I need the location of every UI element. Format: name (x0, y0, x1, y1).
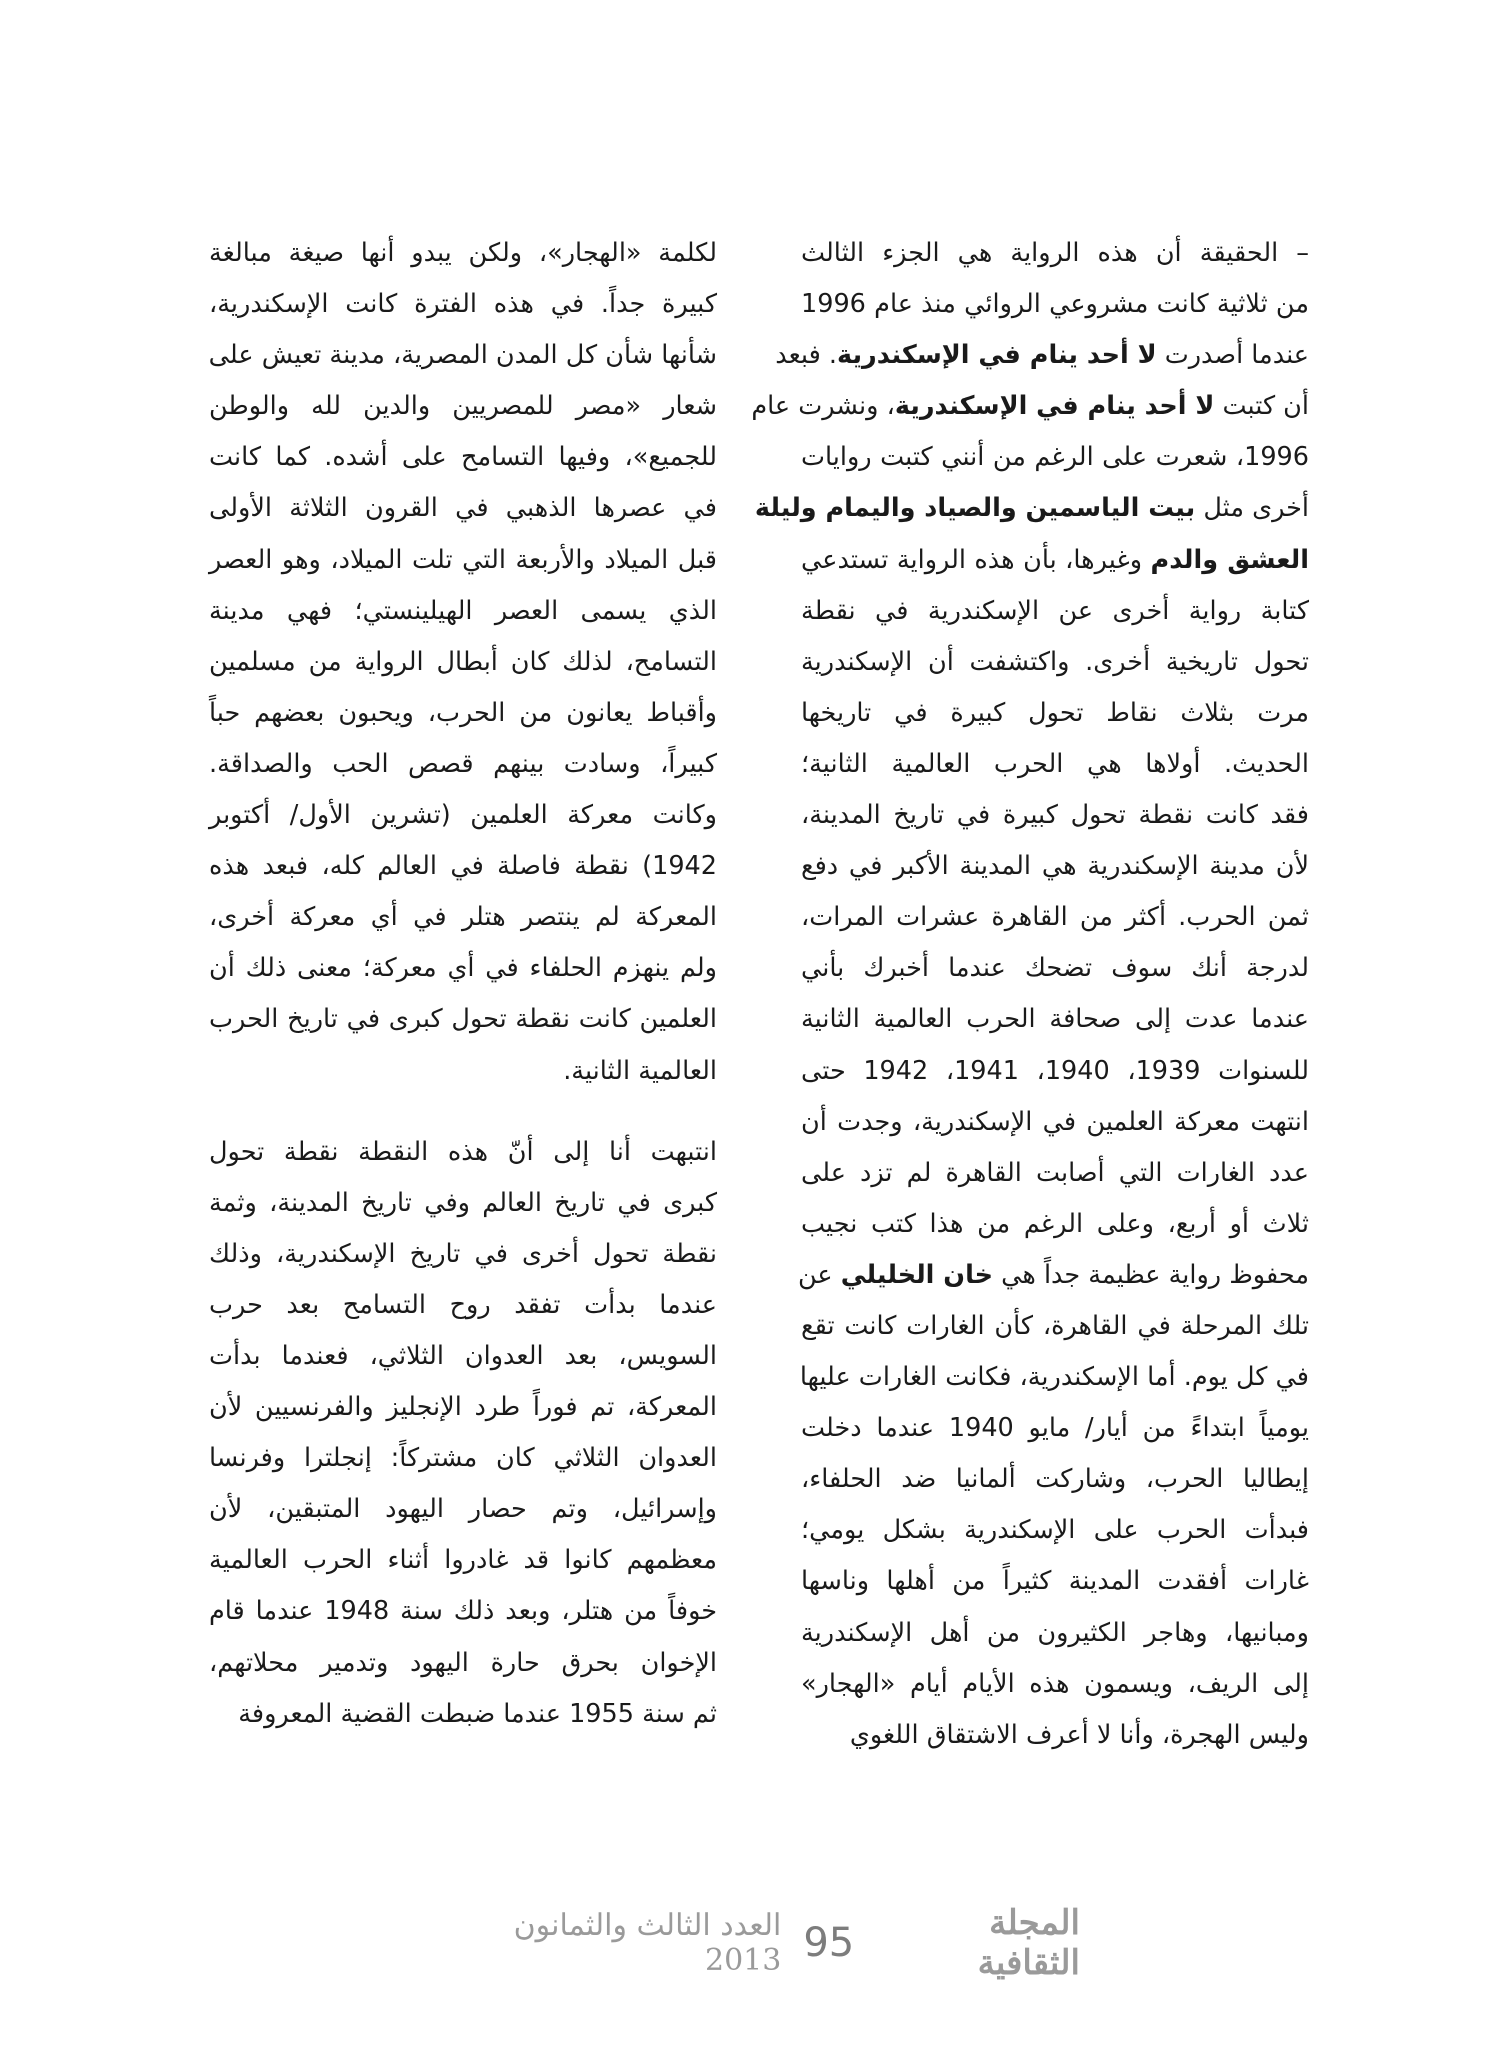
text-line (209, 1638, 717, 1689)
text-line (209, 432, 717, 483)
text-run: شأنها شأن كل المدن المصرية، مدينة تعيش على (208, 340, 717, 371)
text-run: لدرجة أنك سوف تضحك عندما أخبرك بأني (801, 953, 1309, 984)
paragraph-spacer (209, 1097, 717, 1127)
text-run: كتابة رواية أخرى عن الإسكندرية في نقطة (801, 595, 1309, 626)
text-line (801, 1454, 1309, 1505)
text-line (209, 535, 717, 586)
text-run: مرت بثلاث نقاط تحول كبيرة في تاريخها (801, 697, 1309, 728)
text-line (801, 1403, 1309, 1454)
text-line (754, 483, 1309, 534)
text-line (209, 1280, 717, 1331)
text-line (209, 790, 717, 841)
text-run: وكانت معركة العلمين (تشرين الأول/ أكتوبر (209, 800, 717, 831)
text-line (209, 330, 717, 381)
text-line (801, 535, 1309, 586)
text-line (209, 943, 717, 994)
text-line (209, 1382, 717, 1433)
text-line (209, 1229, 717, 1280)
text-line (801, 228, 1309, 279)
text-run: تحول تاريخية أخرى. واكتشفت أن الإسكندرية (801, 646, 1309, 677)
text-line (209, 637, 717, 688)
text-run: عدد الغارات التي أصابت القاهرة لم تزد على (801, 1157, 1309, 1188)
text-line (801, 1556, 1309, 1607)
text-line (801, 1608, 1309, 1659)
text-run: وأقباط يعانون من الحرب، ويحبون بعضهم حباً (209, 697, 717, 728)
text-run: معظمهم كانوا قد غادروا أثناء الحرب العالمية (209, 1545, 717, 1576)
text-run: العدوان الثلاثي كان مشتركاً: إنجلترا وفرنسا (209, 1443, 717, 1474)
text-line (209, 1331, 717, 1382)
text-run: للسنوات 1939، 1940، 1941، 1942 حتى (801, 1055, 1310, 1086)
text-run: يومياً ابتداءً من أيار/ مايو 1940 عندما دخلت (801, 1413, 1309, 1444)
book-title: لا أحد ينام في الإسكندرية (894, 391, 1215, 422)
text-run: ومبانيها، وهاجر الكثيرون من أهل الإسكندرية (801, 1617, 1309, 1648)
text-line (801, 841, 1309, 892)
text-run: العالمية الثانية. (563, 1055, 717, 1086)
text-run: وغيرها، بأن هذه الرواية تستدعي (801, 544, 1151, 575)
page-footer (430, 1903, 1080, 1983)
text-line (801, 790, 1309, 841)
text-run: ولم ينهزم الحلفاء في أي معركة؛ معنى ذلك أن (209, 953, 717, 984)
text-run: المعركة، تم فوراً طرد الإنجليز والفرنسيين لأن (209, 1392, 717, 1423)
text-run: في عصرها الذهبي في القرون الثلاثة الأولى (209, 493, 717, 524)
text-run: من ثلاثية كانت مشروعي الروائي منذ عام 1996 (801, 289, 1309, 320)
text-run: فبدأت الحرب على الإسكندرية بشكل يومي؛ (801, 1515, 1309, 1546)
text-run: إلى الريف، ويسمون هذه الأيام أيام «الهجار» (801, 1668, 1309, 1699)
text-run: ثم سنة 1955 عندما ضبطت القضية المعروفة (238, 1698, 717, 1729)
text-run: الإخوان بحرق حارة اليهود وتدمير محلاتهم، (209, 1647, 717, 1678)
text-line (209, 892, 717, 943)
text-line (797, 1250, 1309, 1301)
text-run: أخرى مثل (1195, 493, 1309, 524)
text-line (801, 1199, 1309, 1250)
text-line (209, 1689, 717, 1740)
magazine-name: المجلة الثقافية (977, 1903, 1080, 1983)
text-run: المعركة لم ينتصر هتلر في أي معركة أخرى، (209, 902, 717, 933)
text-line (801, 739, 1309, 790)
text-run: عندما عدت إلى صحافة الحرب العالمية الثانية (801, 1004, 1309, 1035)
text-run: أن كتبت (1214, 391, 1309, 422)
article-paragraph (209, 228, 717, 1097)
text-run: العلمين كانت نقطة تحول كبرى في تاريخ الحرب (209, 1004, 717, 1035)
article-column-left (209, 228, 717, 1740)
text-line (209, 483, 717, 534)
text-run: – الحقيقة أن هذه الرواية هي الجزء الثالث (801, 238, 1309, 268)
text-run: عندما بدأت تفقد روح التسامح بعد حرب (209, 1289, 717, 1320)
text-run: التسامح، لذلك كان أبطال الرواية من مسلمين (209, 646, 717, 677)
text-run: للجميع»، وفيها التسامح على أشده. كما كانت (209, 442, 717, 473)
text-run: خوفاً من هتلر، وبعد ذلك سنة 1948 عندما قام (209, 1596, 718, 1627)
book-title: العشق والدم (1150, 544, 1309, 575)
book-title: خان الخليلي (840, 1259, 994, 1290)
text-line (801, 279, 1309, 330)
text-line (209, 739, 717, 790)
text-run: . فبعد (775, 340, 838, 371)
text-line (801, 688, 1309, 739)
text-line (801, 1301, 1309, 1352)
text-line (801, 1097, 1309, 1148)
text-line (209, 586, 717, 637)
issue-label: العدد الثالث والثمانون 2013 (513, 1908, 782, 1978)
text-line (209, 994, 717, 1045)
text-run: 1942) نقطة فاصلة في العالم كله، فبعد هذه (209, 851, 717, 882)
text-line (751, 381, 1309, 432)
text-line (801, 994, 1309, 1045)
text-line (801, 1148, 1309, 1199)
text-run: شعار «مصر للمصريين والدين لله والوطن (209, 391, 717, 422)
text-line (801, 943, 1309, 994)
text-run: ، ونشرت عام (751, 391, 895, 422)
text-run: غارات أفقدت المدينة كثيراً من أهلها وناسها (801, 1566, 1309, 1597)
text-line (209, 1535, 717, 1586)
text-run: كبرى في تاريخ العالم وفي تاريخ المدينة، وثمة (209, 1187, 717, 1218)
text-run: الحديث. أولاها هي الحرب العالمية الثانية؛ (801, 748, 1309, 779)
page-number: 95 (803, 1920, 855, 1966)
text-line (209, 381, 717, 432)
text-run: انتهت معركة العلمين في الإسكندرية، وجدت أن (801, 1106, 1309, 1137)
text-run: في كل يوم. أما الإسكندرية، فكانت الغارات عليها (799, 1362, 1309, 1393)
text-run: نقطة تحول أخرى في تاريخ الإسكندرية، وذلك (209, 1238, 717, 1269)
text-run: 1996، شعرت على الرغم من أنني كتبت روايات (801, 442, 1309, 473)
text-line (209, 228, 717, 279)
text-line (801, 586, 1309, 637)
text-run: قبل الميلاد والأربعة التي تلت الميلاد، وهو العصر (209, 544, 717, 575)
text-line (209, 1586, 717, 1637)
text-run: ثمن الحرب. أكثر من القاهرة عشرات المرات، (801, 902, 1309, 933)
book-title: بيت الياسمين والصياد واليمام وليلة (754, 493, 1196, 524)
text-run: عن (797, 1259, 841, 1290)
text-run: كبيرة جداً. في هذه الفترة كانت الإسكندرية، (209, 289, 717, 320)
text-line (209, 688, 717, 739)
text-line (801, 1659, 1309, 1710)
text-line (801, 1710, 1309, 1761)
text-line (209, 1178, 717, 1229)
book-title: لا أحد ينام في الإسكندرية (837, 340, 1157, 371)
text-run: محفوظ رواية عظيمة جداً هي (993, 1259, 1309, 1290)
text-line (801, 1352, 1309, 1403)
text-run: كبيراً، وسادت بينهم قصص الحب والصداقة. (209, 748, 717, 779)
text-line (209, 1484, 717, 1535)
text-run: إيطاليا الحرب، وشاركت ألمانيا ضد الحلفاء، (801, 1464, 1309, 1495)
text-line (209, 841, 717, 892)
text-run: ثلاث أو أربع، وعلى الرغم من هذا كتب نجيب (801, 1208, 1309, 1239)
text-run: فقد كانت نقطة تحول كبيرة في تاريخ المدينة، (801, 800, 1309, 831)
text-run: لأن مدينة الإسكندرية هي المدينة الأكبر في دفع (801, 851, 1309, 882)
text-line (775, 330, 1309, 381)
text-line (801, 637, 1309, 688)
text-line (801, 432, 1309, 483)
article-paragraph (209, 1127, 717, 1740)
text-run: تلك المرحلة في القاهرة، كأن الغارات كانت تقع (801, 1310, 1309, 1341)
text-line (801, 1046, 1309, 1097)
text-run: لكلمة «الهجار»، ولكن يبدو أنها صيغة مبالغة (209, 238, 717, 268)
text-run: عندما أصدرت (1156, 340, 1309, 371)
text-run: انتبهت أنا إلى أنّ هذه النقطة نقطة تحول (209, 1136, 717, 1167)
text-line (209, 1433, 717, 1484)
text-line (209, 279, 717, 330)
text-line (801, 892, 1309, 943)
text-line (801, 1505, 1309, 1556)
text-line (209, 1046, 717, 1097)
text-run: وإسرائيل، وتم حصار اليهود المتبقين، لأن (209, 1494, 717, 1525)
text-run: وليس الهجرة، وأنا لا أعرف الاشتقاق اللغوي (849, 1719, 1309, 1750)
text-line (209, 1127, 717, 1178)
text-run: السويس، بعد العدوان الثلاثي، فعندما بدأت (209, 1340, 717, 1371)
article-column-right (751, 228, 1310, 1761)
text-run: الذي يسمى العصر الهيلينستي؛ فهي مدينة (209, 595, 717, 626)
